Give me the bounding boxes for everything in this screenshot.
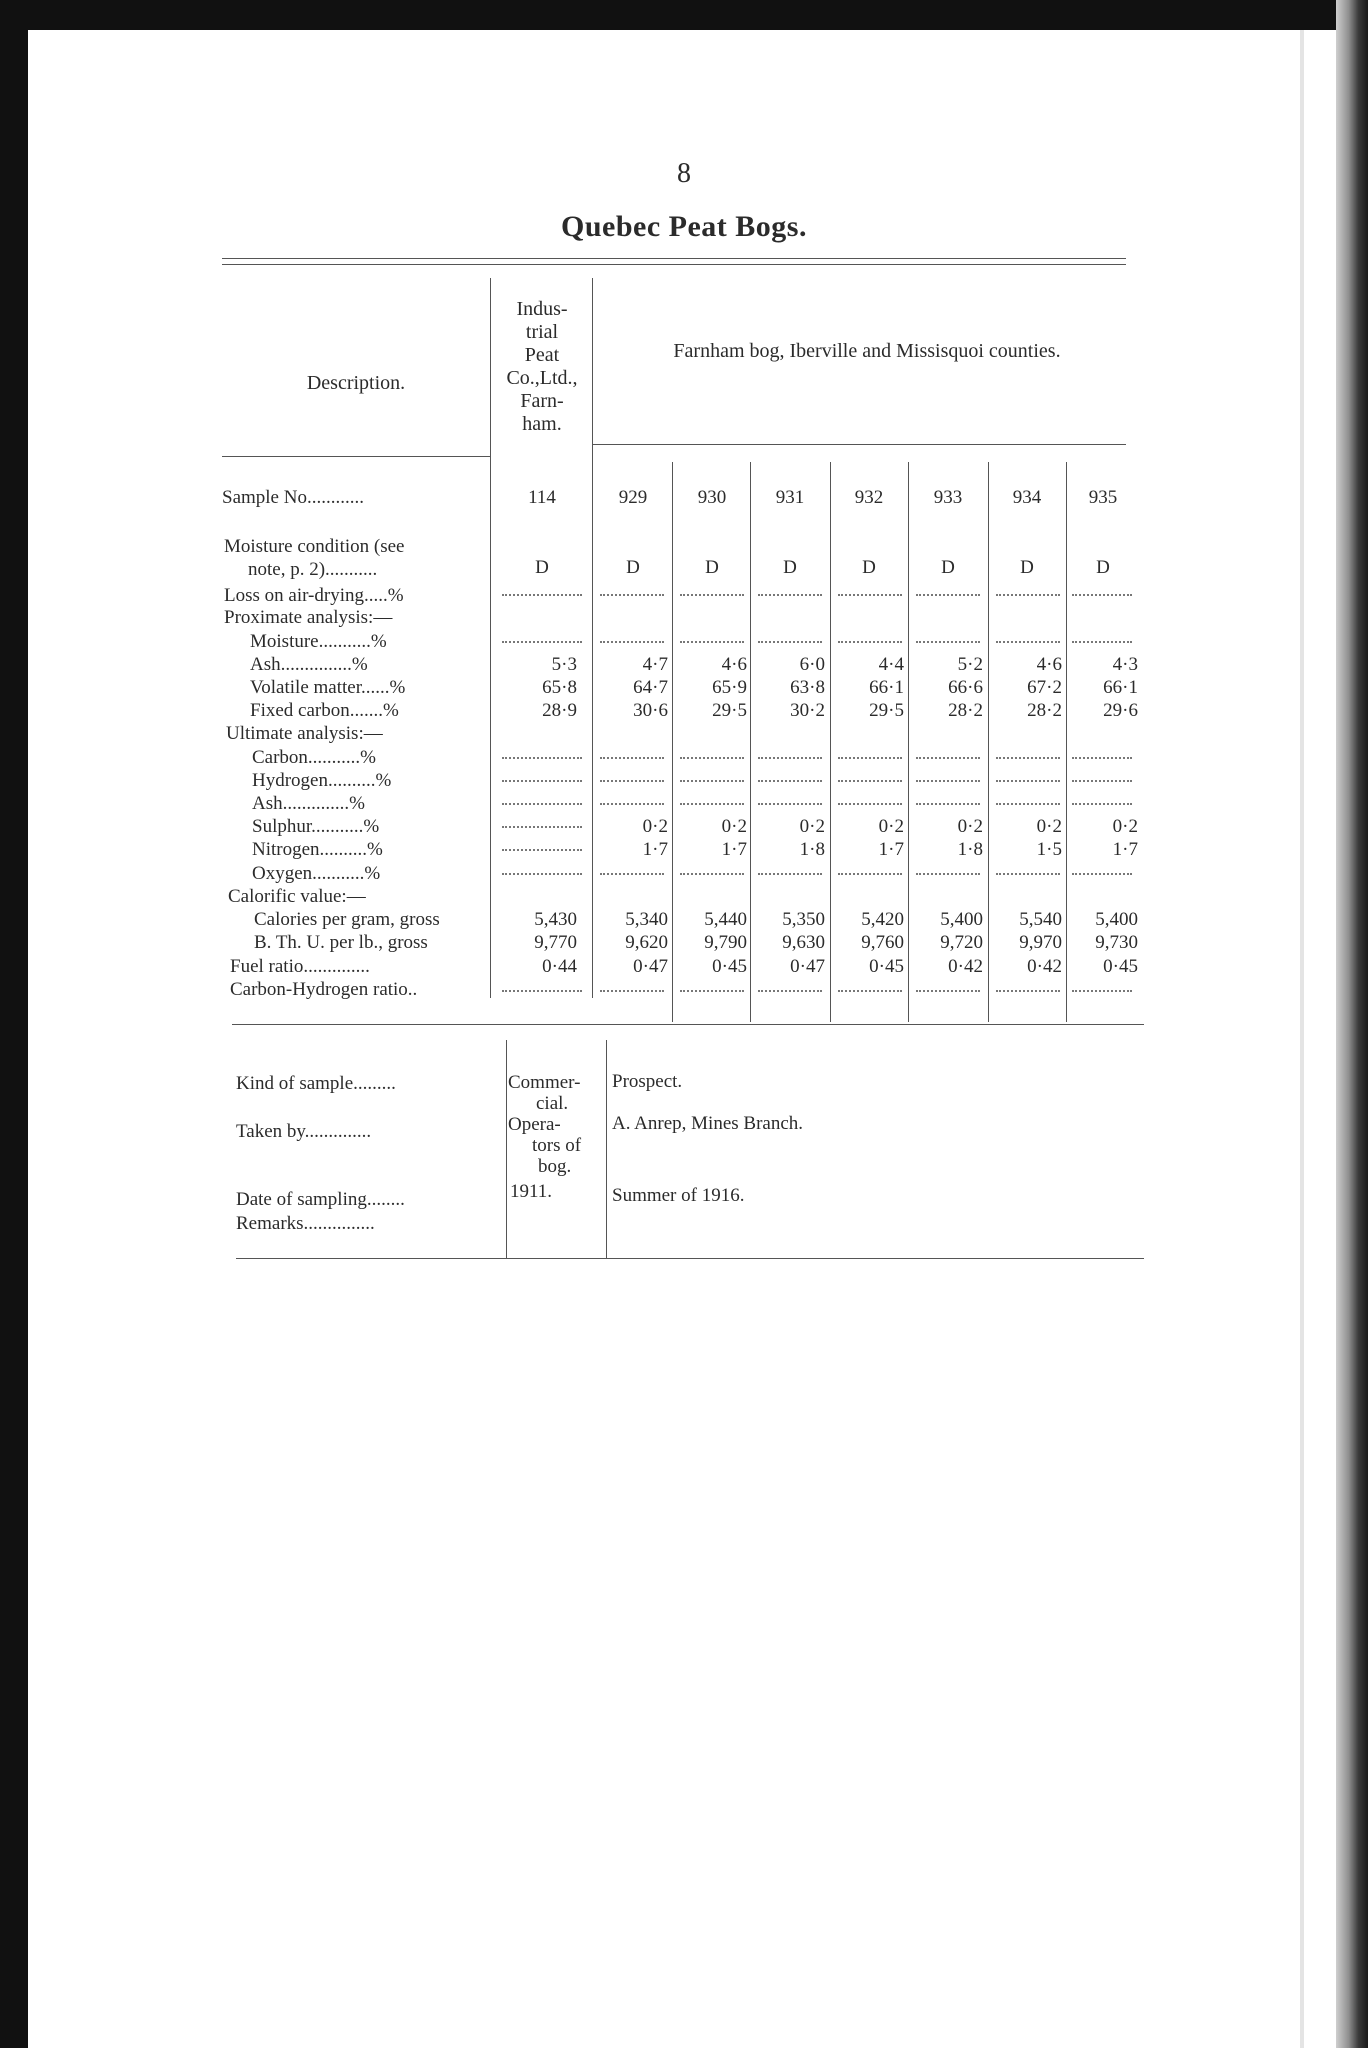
header-farnham: Farnham bog, Iberville and Missisquoi counties. [673,340,1061,362]
sulphur-929: 0·2 [642,816,668,837]
cond-934: D [1020,557,1034,578]
empty-cell [600,594,664,596]
header-industrial-line: trial [525,321,559,343]
nitrogen-932: 1·7 [878,839,904,860]
header-industrial [492,298,592,436]
label-sample-no: Sample No............ [222,487,364,508]
empty-cell [680,641,744,643]
scan-right-edge [1336,0,1368,2048]
empty-cell [680,594,744,596]
label-moisture-condition-note: note, p. 2)........... [248,559,378,580]
empty-cell [600,990,664,992]
cond-931: D [783,557,797,578]
empty-cell [996,594,1060,596]
page-title: Quebec Peat Bogs. [561,210,807,243]
fixed-carbon-932: 29·5 [869,700,904,721]
empty-cell [1072,873,1132,875]
volatile-932: 66·1 [869,677,904,698]
cond-930: D [705,557,719,578]
label-loss-air-drying: Loss on air-drying.....% [224,585,404,606]
empty-cell [916,990,980,992]
nitrogen-935: 1·7 [1112,839,1138,860]
sample-no-931: 931 [775,487,805,508]
volatile-930: 65·9 [712,677,747,698]
fixed-carbon-934: 28·2 [1027,700,1062,721]
sample-no-934: 934 [1012,487,1042,508]
label-proximate: Proximate analysis:— [224,607,393,628]
page-gutter [1300,30,1304,2048]
btu-935: 9,730 [1095,932,1138,953]
sulphur-932: 0·2 [878,816,904,837]
cond-929: D [626,557,640,578]
col-rule-929 [672,462,673,1022]
calories-933: 5,400 [940,909,983,930]
nitrogen-930: 1·7 [721,839,747,860]
cond-935: D [1096,557,1110,578]
ash-931: 6·0 [799,654,825,675]
table-mid-rule [232,1024,1144,1025]
empty-cell [838,780,902,782]
fixed-carbon-114: 28·9 [542,700,577,721]
ash-929: 4·7 [642,654,668,675]
empty-cell [600,873,664,875]
ash-930: 4·6 [721,654,747,675]
btu-933: 9,720 [940,932,983,953]
label-fixed-carbon: Fixed carbon.......% [250,700,399,721]
table-bottom-rule [236,1258,1144,1259]
taken-industrial-line: tors of [532,1135,582,1156]
label-remarks: Remarks............... [236,1213,375,1234]
header-industrial-line: Indus- [516,298,568,320]
empty-cell [996,803,1060,805]
fuel-ratio-932: 0·45 [869,956,904,977]
fuel-ratio-930: 0·45 [712,956,747,977]
empty-cell [1072,757,1132,759]
label-carbon: Carbon...........% [252,747,377,768]
sample-no-933: 933 [933,487,963,508]
sample-no-930: 930 [697,487,727,508]
sulphur-935: 0·2 [1112,816,1138,837]
fuel-ratio-933: 0·42 [948,956,983,977]
volatile-114: 65·8 [542,677,577,698]
sulphur-930: 0·2 [721,816,747,837]
empty-cell [600,641,664,643]
empty-cell [1072,780,1132,782]
label-hydrogen: Hydrogen..........% [252,770,392,791]
btu-114: 9,770 [534,932,577,953]
empty-cell [680,780,744,782]
kind-farnham: Prospect. [612,1071,683,1092]
empty-cell [996,757,1060,759]
btu-934: 9,970 [1019,932,1062,953]
taken-industrial-line: bog. [538,1156,572,1177]
empty-cell [502,873,582,875]
empty-cell [502,757,582,759]
header-description: Description. [306,372,406,394]
calories-114: 5,430 [534,909,577,930]
empty-cell [916,757,980,759]
empty-cell [600,780,664,782]
header-industrial-line: ham. [522,413,562,435]
empty-cell [838,873,902,875]
empty-cell [680,803,744,805]
cond-114: D [535,557,549,578]
ash-932: 4·4 [878,654,904,675]
fixed-carbon-929: 30·6 [633,700,668,721]
footer-rule-2 [606,1040,607,1258]
volatile-935: 66·1 [1103,677,1138,698]
calories-929: 5,340 [625,909,668,930]
empty-cell [838,803,902,805]
header-industrial-line: Co.,Ltd., [506,367,578,389]
empty-cell [502,594,582,596]
empty-cell [838,594,902,596]
btu-932: 9,760 [861,932,904,953]
nitrogen-931: 1·8 [799,839,825,860]
col-rule-description [490,278,491,998]
empty-cell [996,990,1060,992]
fuel-ratio-934: 0·42 [1027,956,1062,977]
header-bottom-rule-farnham [592,444,1126,445]
empty-cell [1072,641,1132,643]
nitrogen-933: 1·8 [957,839,983,860]
label-nitrogen: Nitrogen..........% [252,839,383,860]
table-top-rule [222,258,1126,259]
col-rule-934 [1066,462,1067,1022]
date-farnham: Summer of 1916. [612,1185,745,1206]
date-industrial: 1911. [510,1181,553,1202]
label-moisture-condition: Moisture condition (see [224,536,405,557]
label-ultimate: Ultimate analysis:— [226,723,383,744]
label-kind-of-sample: Kind of sample......... [236,1073,396,1094]
label-date-of-sampling: Date of sampling........ [236,1189,405,1210]
label-sulphur: Sulphur...........% [252,816,380,837]
empty-cell [838,757,902,759]
calories-935: 5,400 [1095,909,1138,930]
fuel-ratio-929: 0·47 [633,956,668,977]
taken-farnham: A. Anrep, Mines Branch. [612,1113,804,1134]
empty-cell [916,803,980,805]
label-fuel-ratio: Fuel ratio.............. [230,956,370,977]
volatile-929: 64·7 [633,677,668,698]
nitrogen-934: 1·5 [1036,839,1062,860]
sulphur-933: 0·2 [957,816,983,837]
btu-929: 9,620 [625,932,668,953]
header-bottom-rule-description [222,456,490,457]
kind-industrial [508,1072,580,1114]
calories-931: 5,350 [782,909,825,930]
sulphur-934: 0·2 [1036,816,1062,837]
empty-cell [1072,990,1132,992]
cond-933: D [941,557,955,578]
empty-cell [758,757,822,759]
empty-cell [758,594,822,596]
label-calorific: Calorific value:— [228,886,366,907]
volatile-934: 67·2 [1027,677,1062,698]
col-rule-932 [908,462,909,1022]
empty-cell [502,849,582,851]
empty-cell [680,873,744,875]
col-rule-930 [750,462,751,1022]
kind-industrial-line: cial. [536,1093,569,1114]
calories-934: 5,540 [1019,909,1062,930]
fuel-ratio-931: 0·47 [790,956,825,977]
volatile-933: 66·6 [948,677,983,698]
ash-933: 5·2 [957,654,983,675]
scan-top-border [0,0,1368,30]
footer-rule-1 [506,1040,507,1258]
col-rule-933 [988,462,989,1022]
label-taken-by: Taken by.............. [236,1121,372,1142]
col-rule-industrial [592,278,593,998]
empty-cell [502,803,582,805]
fixed-carbon-933: 28·2 [948,700,983,721]
label-carbon-hydrogen-ratio: Carbon-Hydrogen ratio.. [230,979,418,1000]
empty-cell [758,990,822,992]
empty-cell [838,990,902,992]
calories-930: 5,440 [704,909,747,930]
label-volatile-matter: Volatile matter......% [250,677,406,698]
empty-cell [916,873,980,875]
empty-cell [502,826,582,828]
empty-cell [916,594,980,596]
empty-cell [600,757,664,759]
fixed-carbon-931: 30·2 [790,700,825,721]
empty-cell [758,780,822,782]
nitrogen-929: 1·7 [642,839,668,860]
taken-industrial [508,1114,581,1177]
taken-industrial-line: Opera- [508,1114,561,1135]
empty-cell [1072,803,1132,805]
sample-no-935: 935 [1088,487,1118,508]
label-moisture: Moisture...........% [250,631,387,652]
ash-934: 4·6 [1036,654,1062,675]
label-calories-per-gram: Calories per gram, gross [254,909,440,930]
cond-932: D [862,557,876,578]
empty-cell [758,641,822,643]
empty-cell [680,757,744,759]
col-rule-931 [830,462,831,1022]
header-industrial-line: Farn- [520,390,564,412]
empty-cell [600,803,664,805]
empty-cell [502,780,582,782]
fuel-ratio-935: 0·45 [1103,956,1138,977]
table-top-rule-2 [222,264,1126,265]
empty-cell [996,873,1060,875]
label-ash: Ash...............% [250,654,368,675]
scan-left-border [0,0,28,2048]
sample-no-114: 114 [528,487,556,508]
page-number: 8 [677,158,691,189]
ash-114: 5·3 [551,654,577,675]
fuel-ratio-114: 0·44 [542,956,577,977]
label-oxygen: Oxygen...........% [252,863,381,884]
kind-industrial-line: Commer- [508,1072,581,1093]
btu-930: 9,790 [704,932,747,953]
label-btu-per-lb: B. Th. U. per lb., gross [254,932,428,953]
empty-cell [996,641,1060,643]
sample-no-929: 929 [618,487,648,508]
label-ash-ultimate: Ash..............% [252,793,365,814]
empty-cell [996,780,1060,782]
empty-cell [502,990,582,992]
calories-932: 5,420 [861,909,904,930]
ash-935: 4·3 [1112,654,1138,675]
volatile-931: 63·8 [790,677,825,698]
header-industrial-line: Peat [524,344,560,366]
empty-cell [916,780,980,782]
sample-no-932: 932 [854,487,884,508]
empty-cell [838,641,902,643]
empty-cell [502,641,582,643]
fixed-carbon-935: 29·6 [1103,700,1138,721]
empty-cell [1072,594,1132,596]
empty-cell [680,990,744,992]
empty-cell [916,641,980,643]
btu-931: 9,630 [782,932,825,953]
empty-cell [758,803,822,805]
empty-cell [758,873,822,875]
fixed-carbon-930: 29·5 [712,700,747,721]
sulphur-931: 0·2 [799,816,825,837]
